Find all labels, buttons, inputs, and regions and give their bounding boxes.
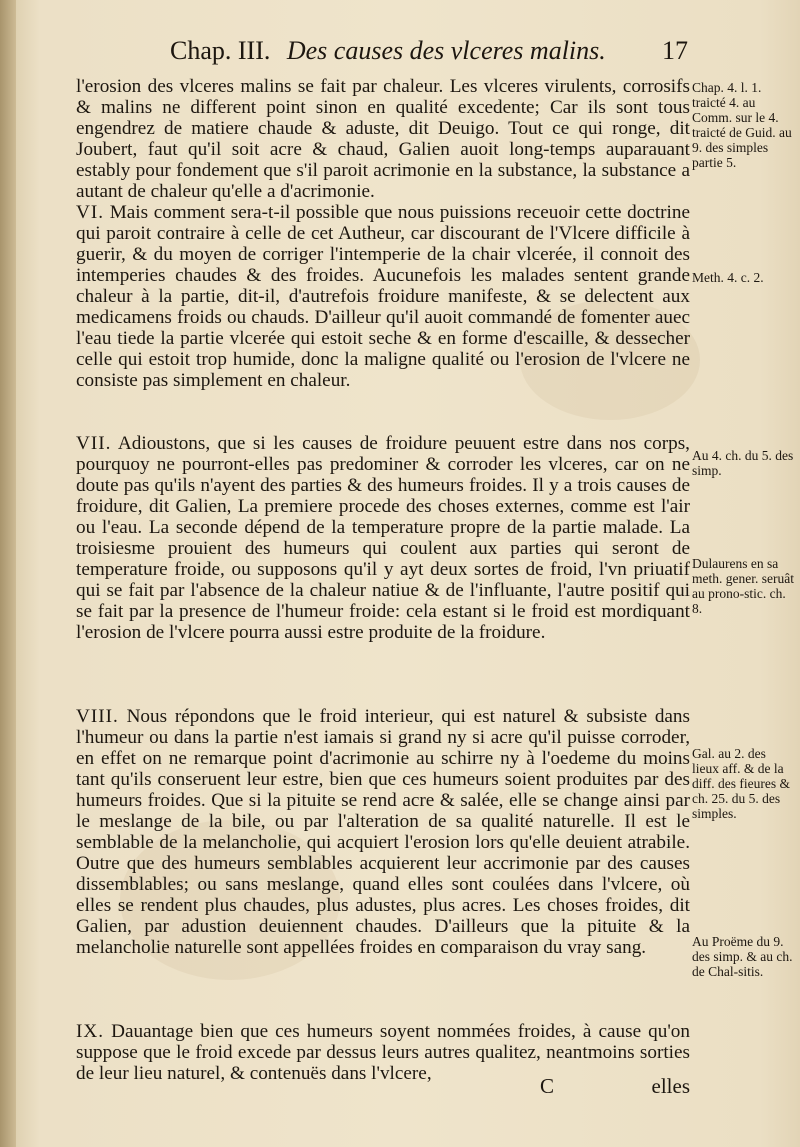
paragraph-text: Mais comment sera-t-il possible que nous puissions receuoir cette doctrine qui paroit contraire à celle de cet Autheur, car discourant de l'Vlcere difficile à guerir, & du moyen de corriger l'intemperie de la chair vlcerée, il connoit des intemperies chaudes & des froides. Aucunefois les malades sentent grande chaleur à la partie, dit-il, d'autrefois froidure manifeste, & se delectent aux medicamens froids ou chauds. D'ailleur qu'il auoit commandé de fomenter auec l'eau tiede la partie vlcerée qui estoit seche & en forme d'escaille, & dessecher celle qui estoit trop humide, donc la maligne qualité ou l'erosion de l'vlcere ne consiste pas simplement en chaleur. [76,202,690,391]
chapter-label: Chap. III. [170,36,271,65]
paragraph [76,706,690,1021]
paragraph [76,433,690,706]
running-header [170,36,690,76]
paragraph-number: VIII. [76,706,119,727]
paragraph-text: Nous répondons que le froid interieur, qui est naturel & subsiste dans l'humeur ou dans la partie n'est iamais si grand ny si acre qu'il puisse corroder, en effet on ne remarque point d'acrimonie au schirre ny à l'oedeme du moins tant qu'ils conseruent leur estre, bien que ces humeurs soient produites par des humeurs froides. Que si la pituite se rend acre & salée, elle se change ainsi par le meslange de la bile, ou par l'alteration de sa qualité naturelle. Il est le semblable de la melancholie, qui acquiert l'erosion lors qu'elle deuient atrabile. Outre que des humeurs semblables acquierent leur accrimonie par des causes dissemblables; ou sans meslange, quand elles sont coulées dans l'vlcere, où elles se rendent plus chaudes, plus adustes, plus acres. Les choses froides, dit Galien, par adustion deuiennent chaudes. D'ailleurs que la pituite & la melancholie naturelle sont appellées froides en comparaison du vray sang. [76,706,690,958]
paragraph-text: Dauantage bien que ces humeurs soyent nommées froides, à cause qu'on suppose que le froid excede par dessus leurs autres qualitez, neantmoins sorties de leur lieu naturel, & contenuës dans l'vlcere, [76,1021,690,1084]
margin-note: Gal. au 2. des lieux aff. & de la diff. des fieures & ch. 25. du 5. des simples. [692,746,790,821]
main-text [76,76,690,1084]
signature-mark: C [540,1074,555,1098]
chapter-title: Des causes des vlceres malins. [286,36,606,65]
paragraph-number: VII. [76,433,112,454]
margin-note: Au Proëme du 9. des simp. & au ch. de Chal-sitis. [692,934,793,979]
page-number: 17 [662,36,688,65]
margin-note: Chap. 4. l. 1. traicté 4. au Comm. sur le 4. traicté de Guid. au 9. des simples partie 5. [692,80,792,170]
paragraph-text: l'erosion des vlceres malins se fait par chaleur. Les vlceres virulents, corrosifs & malins ne different point sinon en qualité excedente; Car ils sont tous engendrez de matiere chaude & aduste, dit Deuigo. Tout ce qui ronge, dit Joubert, faut qu'il soit acre & chaud, Galien auoit long-temps auparauant estably pour fondement que s'il paroit acrimonie en la substance, la substance a autant de chaleur qu'elle a d'acrimonie. [76,76,690,202]
paragraph-text: Adioustons, que si les causes de froidure peuuent estre dans nos corps, pourquoy ne pourront-elles pas predominer & corroder les vlceres, car on ne doute pas qu'ils n'ayent des parties & des humeurs froides. Il y a trois causes de froidure, dit Galien, La premiere procede des choses externes, comme est l'air ou l'eau. La seconde dépend de la temperature propre de la partie malade. La troisiesme prouient des humeurs qui coulent aux parties qui seront de temperature froide, ou supposons qu'il y ayt deux sortes de froid, l'vn priuatif qui se fait par l'absence de la chaleur natiue & de l'influante, l'autre positif qui se fait par la presence de l'humeur froide: cela estant si le froid est mordiquant l'erosion de l'vlcere pourra aussi estre produite de la froidure. [76,433,690,643]
paragraph [76,76,690,202]
margin-note: Dulaurens en sa meth. gener. seruât au prono-stic. ch. 8. [692,556,794,616]
paragraph-number: IX. [76,1021,105,1042]
page-gutter [0,0,16,1147]
paragraph-number: VI. [76,202,105,223]
paragraph [76,202,690,433]
margin-note: Meth. 4. c. 2. [692,270,764,285]
margin-note: Au 4. ch. du 5. des simp. [692,448,794,478]
catchword: elles [651,1074,690,1098]
catchword-line [540,1074,690,1100]
